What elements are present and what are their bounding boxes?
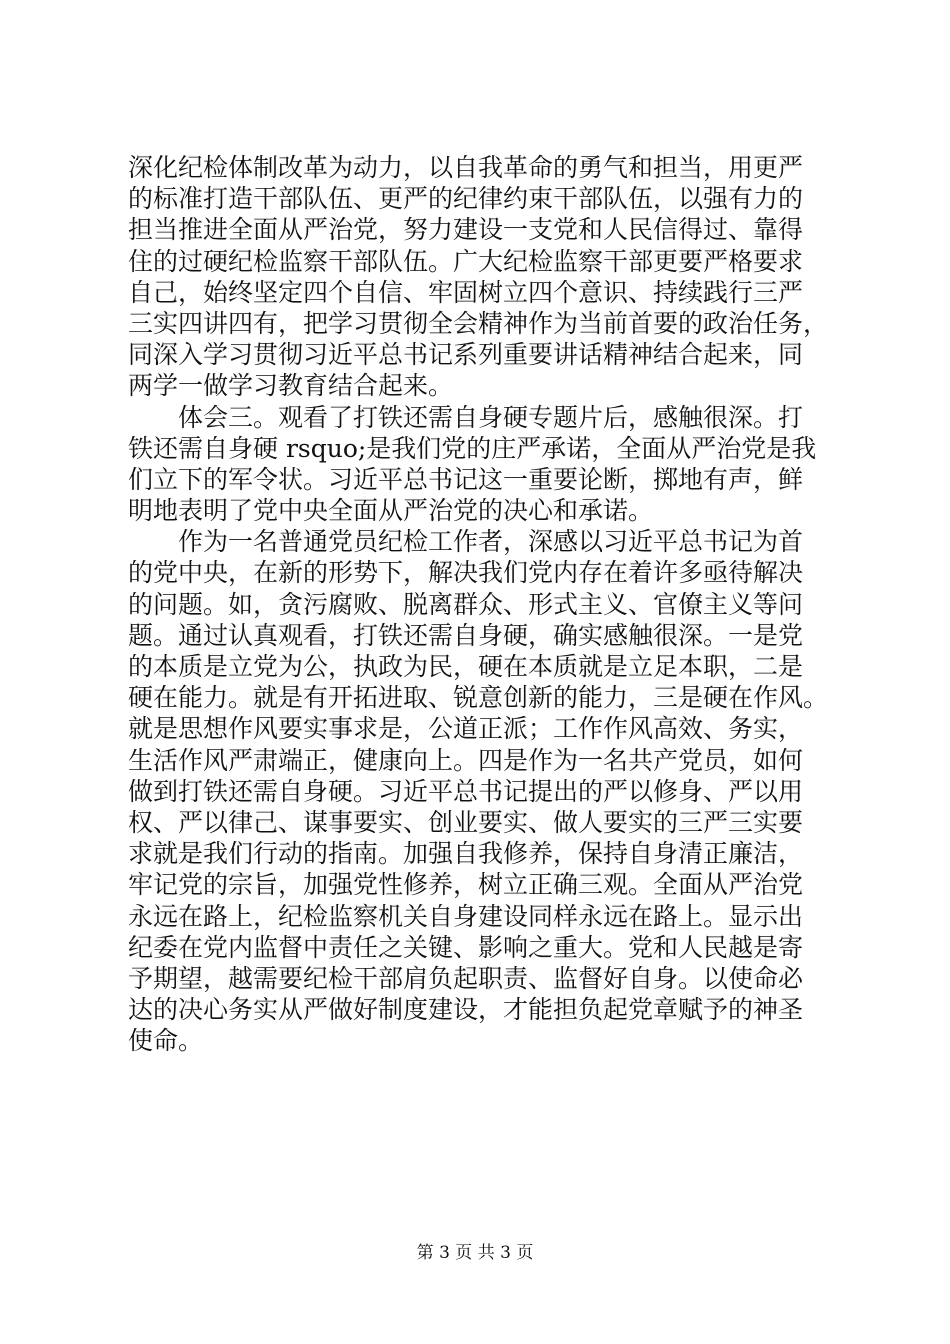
text-line: 题。通过认真观看，打铁还需自身硬，确实感触很深。一是党 [128,620,804,650]
text-line: 的党中央，在新的形势下，解决我们党内存在着许多亟待解决 [128,558,804,588]
text-line: 的本质是立党为公，执政为民，硬在本质就是立足本职，二是 [128,652,804,681]
text-line: 体会三。观看了打铁还需自身硬专题片后，感触很深。打 [128,402,804,432]
document-body [128,152,828,1056]
text-line: 求就是我们行动的指南。加强自我修养，保持自身清正廉洁， [128,839,804,869]
text-line: 永远在路上，纪检监察机关自身建设同样永远在路上。显示出 [128,901,804,931]
text-line: 牢记党的宗旨，加强党性修养，树立正确三观。全面从严治党 [128,870,804,900]
text-line: 权、严以律己、谋事要实、创业要实、做人要实的三严三实要 [128,807,804,837]
text-line: 自己，始终坚定四个自信、牢固树立四个意识、持续践行三严 [128,277,804,307]
text-line: 做到打铁还需自身硬。习近平总书记提出的严以修身、严以用 [128,776,804,806]
text-line: 住的过硬纪检监察干部队伍。广大纪检监察干部更要严格要求 [128,246,804,276]
text-line: 的问题。如，贪污腐败、脱离群众、形式主义、官僚主义等问 [128,589,804,619]
text-line: 的标准打造干部队伍、更严的纪律约束干部队伍，以强有力的 [128,184,804,214]
text-line: 纪委在党内监督中责任之关键、影响之重大。党和人民越是寄 [128,932,804,962]
page-number-footer: 第 3 页 共 3 页 [416,1243,534,1263]
text-line: 同深入学习贯彻习近平总书记系列重要讲话精神结合起来，同 [128,340,804,370]
text-line: 铁还需自身硬 rsquo;是我们党的庄严承诺，全面从严治党是我 [128,433,817,463]
text-line: 就是思想作风要实事求是，公道正派；工作作风高效、务实， [128,714,804,744]
text-line: 作为一名普通党员纪检工作者，深感以习近平总书记为首 [128,527,804,557]
text-line: 达的决心务实从严做好制度建设，才能担负起党章赋予的神圣 [128,995,804,1025]
text-line: 明地表明了党中央全面从严治党的决心和承诺。 [128,496,654,526]
text-line: 深化纪检体制改革为动力，以自我革命的勇气和担当，用更严 [128,153,804,182]
text-line: 三实四讲四有，把学习贯彻全会精神作为当前首要的政治任务， [128,308,829,338]
text-line: 硬在能力。就是有开拓进取、锐意创新的能力，三是硬在作风。 [128,683,829,713]
text-line: 使命。 [128,1026,204,1056]
text-line: 们立下的军令状。习近平总书记这一重要论断，掷地有声，鲜 [128,464,804,494]
text-line: 担当推进全面从严治党，努力建设一支党和人民信得过、靠得 [128,215,804,245]
text-line: 生活作风严肃端正，健康向上。四是作为一名共产党员，如何 [128,745,804,775]
text-line: 两学一做学习教育结合起来。 [128,371,454,401]
text-line: 予期望，越需要纪检干部肩负起职责、监督好自身。以使命必 [128,963,804,993]
